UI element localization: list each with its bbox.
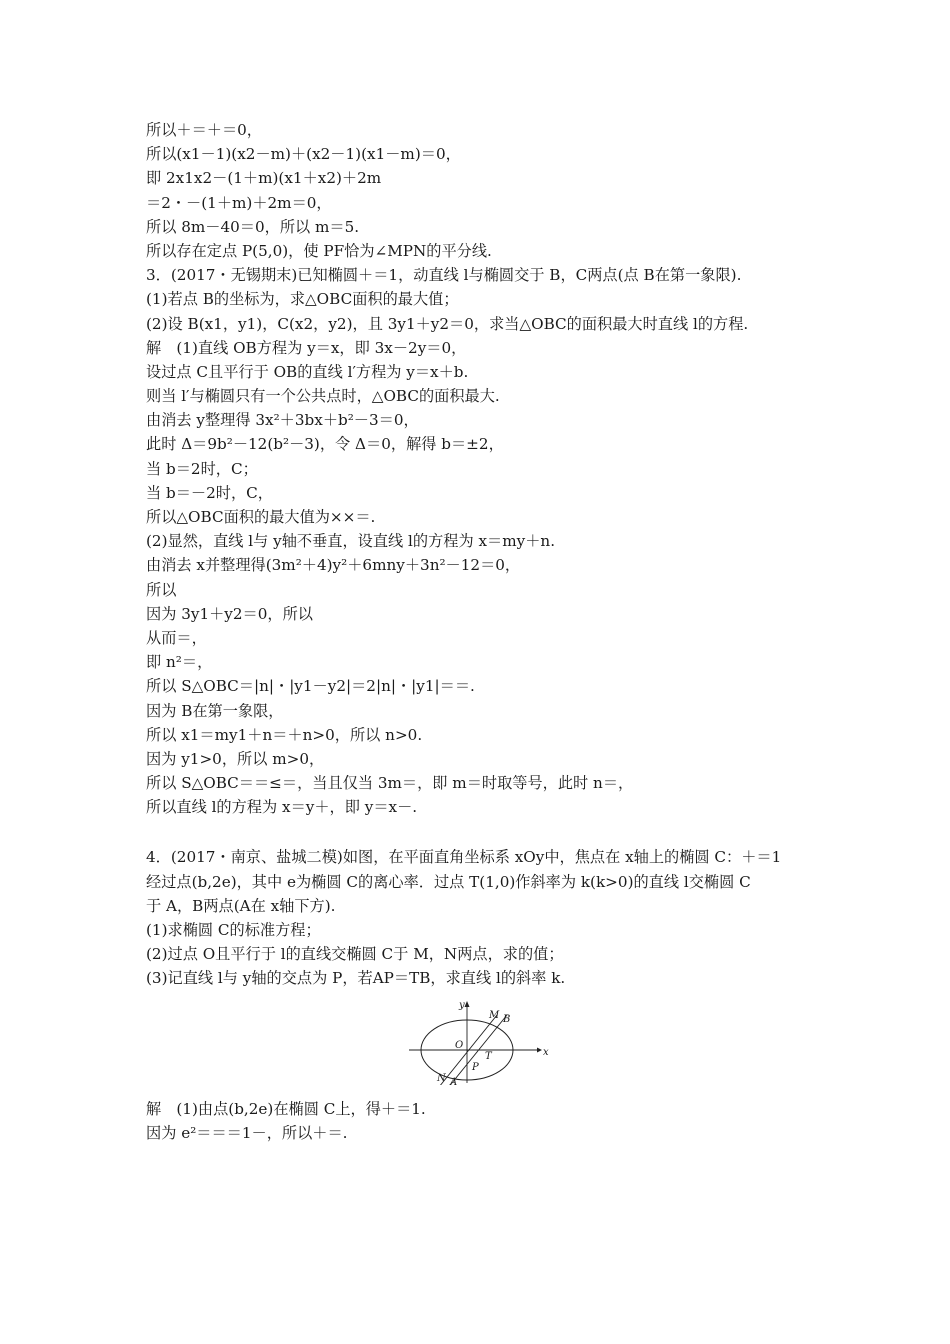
- text-line: 所以存在定点 P(5,0)，使 PF恰为∠MPN的平分线.: [146, 241, 492, 260]
- ellipse-figure: [409, 999, 549, 1085]
- text-line: 解 (1)直线 OB方程为 y＝x，即 3x－2y＝0，: [146, 338, 467, 357]
- label-x: x: [543, 1046, 549, 1058]
- text-line: 所以△OBC面积的最大值为××＝.: [146, 508, 376, 526]
- text-line: 于 A，B两点(A在 x轴下方).: [146, 896, 336, 915]
- text-line: 所以: [146, 580, 177, 599]
- x-axis-arrow: [537, 1047, 542, 1052]
- text-line: 所以 8m－40＝0，所以 m＝5.: [146, 217, 360, 236]
- text-line: (3)记直线 l与 y轴的交点为 P，若AP＝TB，求直线 l的斜率 k.: [146, 969, 566, 988]
- text-line: 从而＝，: [146, 628, 207, 647]
- text-line: 解 (1)由点(b,2e)在椭圆 C上，得＋＝1.: [146, 1099, 426, 1118]
- text-line: (2)显然，直线 l与 y轴不垂直，设直线 l的方程为 x＝my＋n.: [146, 532, 556, 551]
- solution-4-block: [146, 1097, 826, 1145]
- label-t: T: [485, 1050, 492, 1062]
- ellipse-diagram: [409, 999, 549, 1085]
- text-line: 当 b＝2时，C；: [146, 459, 258, 478]
- text-line: 即 2x1x2－(1＋m)(x1＋x2)＋2m: [146, 169, 382, 188]
- label-b: B: [503, 1013, 511, 1025]
- text-line: 3．(2017・无锡期末)已知椭圆＋＝1，动直线 l与椭圆交于 B，C两点(点 B在第一象限).: [146, 266, 742, 285]
- label-o: O: [455, 1039, 464, 1051]
- text-line: 因为 B在第一象限，: [146, 701, 284, 720]
- text-line: 所以(x1－1)(x2－m)＋(x2－1)(x1－m)＝0，: [146, 145, 461, 164]
- text-line: (2)过点 O且平行于 l的直线交椭圆 C于 M，N两点，求的值；: [146, 945, 564, 964]
- text-line: 当 b＝－2时，C，: [146, 483, 273, 502]
- text-line: (1)若点 B的坐标为，求△OBC面积的最大值；: [146, 290, 459, 309]
- label-y: y: [459, 999, 465, 1011]
- label-m: M: [489, 1009, 500, 1021]
- text-line: 因为 e²＝＝＝1－，所以＋＝.: [146, 1123, 348, 1142]
- text-line: 所以＋＝＋＝0，: [146, 121, 262, 139]
- label-a: A: [450, 1076, 458, 1085]
- y-axis-arrow: [465, 1001, 470, 1007]
- text-line: 由消去 x并整理得(3m²＋4)y²＋6mny＋3n²－12＝0，: [146, 556, 521, 575]
- text-line: 经过点(b,2e)，其中 e为椭圆 C的离心率．过点 T(1,0)作斜率为 k(k>0)的直线 l交椭圆 C: [146, 872, 751, 891]
- text-line: 设过点 C且平行于 OB的直线 l′方程为 y＝x＋b.: [146, 362, 469, 381]
- text-line: ＝2・－(1＋m)＋2m＝0，: [146, 193, 332, 212]
- text-line: 则当 l′与椭圆只有一个公共点时，△OBC的面积最大.: [146, 387, 500, 406]
- label-n: N: [437, 1072, 446, 1084]
- problem-4-block: [146, 845, 826, 990]
- label-p: P: [472, 1061, 479, 1073]
- text-line: (1)求椭圆 C的标准方程；: [146, 921, 321, 939]
- document-page: [146, 118, 826, 1145]
- section-gap: [146, 819, 826, 845]
- text-line: 此时 Δ＝9b²－12(b²－3)，令 Δ＝0，解得 b＝±2，: [146, 435, 504, 454]
- text-line: 由消去 y整理得 3x²＋3bx＋b²－3＝0，: [146, 411, 419, 430]
- text-line: 即 n²＝，: [146, 653, 213, 672]
- text-line: 所以 x1＝my1＋n＝＋n>0，所以 n>0.: [146, 725, 423, 744]
- text-line: 因为 y1>0，所以 m>0，: [146, 749, 325, 768]
- text-line: 所以直线 l的方程为 x＝y＋，即 y＝x－.: [146, 798, 418, 817]
- text-line: 所以 S△OBC＝＝≤＝，当且仅当 3m＝，即 m＝时取等号，此时 n＝，: [146, 774, 634, 793]
- text-line: 因为 3y1＋y2＝0，所以: [146, 604, 313, 623]
- text-line: 所以 S△OBC＝|n|・|y1－y2|＝2|n|・|y1|＝＝.: [146, 677, 475, 696]
- text-line: (2)设 B(x1，y1)，C(x2，y2)，且 3y1＋y2＝0，求当△OBC的面积最大时直线 l的方程.: [146, 314, 749, 333]
- text-line: 4．(2017・南京、盐城二模)如图，在平面直角坐标系 xOy中，焦点在 x轴上的椭圆 C：＋＝1: [146, 848, 782, 867]
- solution-block-1: [146, 118, 826, 819]
